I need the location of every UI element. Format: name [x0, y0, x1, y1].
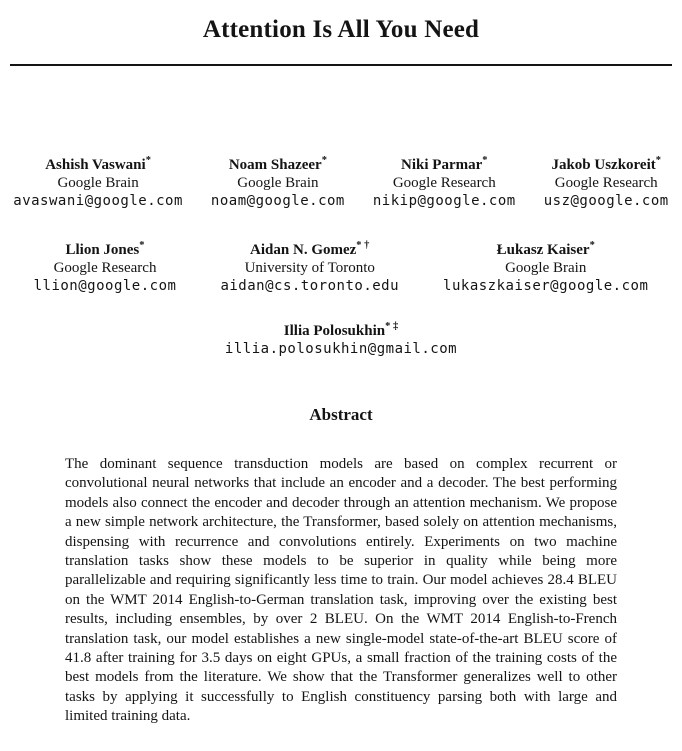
abstract-heading: Abstract — [309, 405, 373, 424]
author-card — [544, 156, 669, 210]
abstract-text: The dominant sequence transduction models are based on complex recurrent or convolutional neural networks that include an encoder and a decoder. The best performing models also connect the encoder and decoder through an attention mechanism. We propose a new simple network architecture, the Transformer, based solely on attention mechanisms, dispensing with recurrence and convolutions entirely. Experiments on two machine translation tasks show these models to be superior in quality while being more parallelizable and requiring significantly less time to train. Our model achieves 28.4 BLEU on the WMT 2014 English-to-German translation task, improving over the existing best results, including ensembles, by over 2 BLEU. On the WMT 2014 English-to-French translation task, our model establishes a new single-model state-of-the-art BLEU score of 41.8 after training for 3.5 days on eight GPUs, a small fraction of the training costs of the best models from the literature. We show that the Transformer generalizes well to other tasks by applying it successfully to English constituency parsing both with large and limited training data. — [65, 456, 617, 725]
author-footnote-marker: * — [321, 155, 327, 166]
author-footnote-marker: * — [589, 240, 595, 251]
author-card — [13, 156, 183, 210]
authors-block — [0, 156, 682, 358]
author-affiliation: Google Research — [53, 260, 157, 276]
paper-title: Attention Is All You Need — [202, 16, 480, 43]
author-footnote-marker: * — [145, 155, 151, 166]
author-card — [225, 322, 457, 358]
author-name-text: Łukasz Kaiser — [496, 242, 590, 258]
author-affiliation: Google Brain — [237, 175, 319, 191]
author-email: illia.polosukhin@gmail.com — [224, 341, 458, 357]
author-email: llion@google.com — [33, 278, 177, 294]
author-affiliation: Google Brain — [57, 175, 139, 191]
author-name — [13, 156, 183, 174]
author-row-1 — [0, 156, 682, 210]
author-name-text: Aidan N. Gomez — [250, 242, 357, 258]
author-email: aidan@cs.toronto.edu — [220, 278, 400, 294]
author-affiliation: University of Toronto — [244, 260, 375, 276]
author-name-text: Niki Parmar — [401, 157, 483, 173]
author-card — [220, 241, 399, 295]
author-name-text: Noam Shazeer — [228, 157, 322, 173]
author-name — [443, 241, 648, 259]
author-email: usz@google.com — [543, 193, 669, 209]
author-row-3 — [0, 322, 682, 358]
author-card — [373, 156, 516, 210]
author-name — [544, 156, 669, 174]
author-name — [220, 241, 399, 259]
author-card — [443, 241, 648, 295]
author-email: lukaszkaiser@google.com — [443, 278, 649, 294]
author-name — [225, 322, 457, 340]
author-footnote-marker: * — [655, 155, 661, 166]
author-footnote-marker: * — [139, 240, 145, 251]
author-name — [34, 241, 177, 259]
author-name-text: Illia Polosukhin — [283, 323, 386, 339]
author-email: noam@google.com — [210, 193, 345, 209]
author-footnote-marker: * ‡ — [385, 321, 399, 332]
author-card — [34, 241, 177, 295]
author-name-text: Ashish Vaswani — [45, 157, 146, 173]
author-email: nikip@google.com — [372, 193, 516, 209]
title-rule — [10, 64, 672, 66]
author-footnote-marker: * — [482, 155, 488, 166]
author-email: avaswani@google.com — [13, 193, 183, 209]
author-name — [211, 156, 345, 174]
author-card — [211, 156, 345, 210]
author-affiliation: Google Research — [554, 175, 658, 191]
author-affiliation: Google Brain — [505, 260, 587, 276]
author-row-2 — [0, 241, 682, 295]
author-name — [373, 156, 516, 174]
author-footnote-marker: * † — [356, 240, 370, 251]
author-affiliation: Google Research — [392, 175, 496, 191]
author-name-text: Llion Jones — [65, 242, 140, 258]
author-name-text: Jakob Uszkoreit — [551, 157, 656, 173]
